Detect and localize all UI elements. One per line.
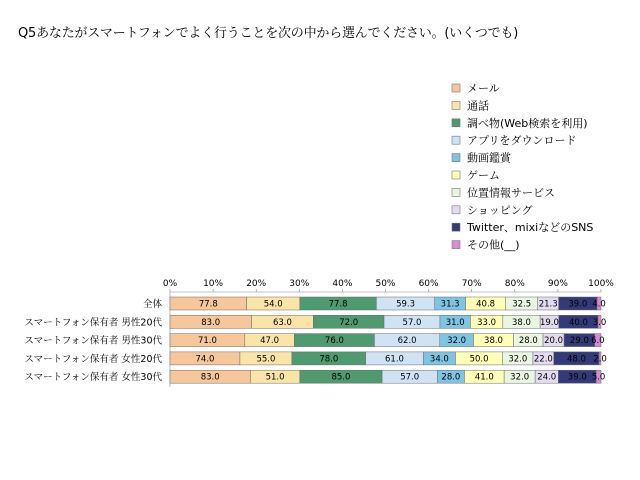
value-label-1-4: 31.0 xyxy=(445,317,465,328)
value-label-4-5: 41.0 xyxy=(474,372,494,383)
value-label-0-3: 59.3 xyxy=(396,299,416,310)
value-label-3-5: 50.0 xyxy=(469,354,489,365)
value-label-4-9: 5.0 xyxy=(591,372,606,383)
value-label-0-0: 77.8 xyxy=(198,299,218,310)
value-label-3-8: 48.0 xyxy=(566,354,586,365)
category-label-0: 全体 xyxy=(142,299,162,310)
value-label-2-6: 28.0 xyxy=(518,336,538,347)
value-label-2-7: 20.0 xyxy=(544,336,564,347)
value-label-1-1: 63.0 xyxy=(272,317,292,328)
value-label-3-9: 2.0 xyxy=(593,354,607,365)
legend-label-2: 調べ物(Web検索を利用) xyxy=(467,116,588,130)
value-label-2-9: 6.0 xyxy=(591,336,605,347)
x-tick-label-4: 40% xyxy=(332,279,353,289)
x-tick-label-5: 50% xyxy=(375,279,396,289)
x-tick-label-6: 60% xyxy=(418,279,439,289)
value-label-3-2: 78.0 xyxy=(319,354,339,365)
value-label-3-0: 74.0 xyxy=(195,354,215,365)
legend-swatch-0 xyxy=(452,84,460,92)
category-label-3: スマートフォン保有者 女性20代 xyxy=(24,353,162,365)
value-label-0-7: 21.3 xyxy=(538,299,558,310)
legend-swatch-6 xyxy=(452,188,460,196)
value-label-0-1: 54.0 xyxy=(263,299,283,310)
value-label-1-7: 19.0 xyxy=(539,317,559,328)
value-label-4-6: 32.0 xyxy=(510,372,530,383)
value-label-1-2: 72.0 xyxy=(339,317,359,328)
value-label-1-6: 38.0 xyxy=(512,317,531,328)
value-label-0-6: 32.5 xyxy=(512,299,532,310)
value-label-4-1: 51.0 xyxy=(265,372,285,383)
value-label-2-0: 71.0 xyxy=(197,336,217,347)
value-label-2-1: 47.0 xyxy=(260,336,280,347)
value-label-0-8: 39.0 xyxy=(568,299,588,310)
legend-label-6: 位置情報サービス xyxy=(467,186,555,200)
value-label-2-8: 29.0 xyxy=(569,336,589,347)
legend-label-5: ゲーム xyxy=(467,169,500,182)
value-label-3-3: 61.0 xyxy=(385,354,404,365)
value-label-2-5: 38.0 xyxy=(484,336,503,347)
legend-swatch-7 xyxy=(452,206,460,214)
legend-swatch-4 xyxy=(452,154,460,162)
category-label-4: スマートフォン保有者 女性30代 xyxy=(24,372,162,384)
value-label-0-5: 40.8 xyxy=(476,299,496,310)
value-label-4-8: 39.0 xyxy=(567,372,587,383)
value-label-1-5: 33.0 xyxy=(477,317,497,328)
value-label-1-8: 40.0 xyxy=(568,317,588,328)
value-label-4-4: 28.0 xyxy=(441,372,461,383)
category-labels xyxy=(24,298,162,383)
value-label-4-0: 83.0 xyxy=(200,372,220,383)
legend-swatch-3 xyxy=(452,136,460,144)
legend-label-4: 動画鑑賞 xyxy=(467,151,511,165)
legend-label-8: Twitter、mixiなどのSNS xyxy=(467,221,594,235)
value-label-3-4: 34.0 xyxy=(429,354,449,365)
x-tick-label-10: 100% xyxy=(588,279,614,289)
legend-label-7: ショッピング xyxy=(467,203,533,217)
value-label-3-1: 55.0 xyxy=(256,354,276,365)
legend-label-9: その他(__) xyxy=(467,238,520,252)
legend-swatch-5 xyxy=(452,171,460,179)
legend-swatch-1 xyxy=(452,101,460,109)
legend-label-1: 通話 xyxy=(467,99,489,113)
x-tick-label-1: 10% xyxy=(203,279,224,289)
value-label-0-2: 77.8 xyxy=(328,299,348,310)
x-tick-label-8: 80% xyxy=(504,279,525,289)
value-label-1-3: 57.0 xyxy=(402,317,422,328)
legend-swatch-2 xyxy=(452,119,460,127)
value-label-2-3: 62.0 xyxy=(397,336,417,347)
value-label-1-0: 83.0 xyxy=(201,317,221,328)
x-tick-label-9: 90% xyxy=(547,279,568,289)
value-label-4-3: 57.0 xyxy=(400,372,420,383)
x-tick-label-7: 70% xyxy=(461,279,482,289)
legend-label-3: アプリをダウンロード xyxy=(467,134,577,148)
value-label-0-9: 4.0 xyxy=(592,299,606,310)
value-label-3-7: 22.0 xyxy=(533,354,553,365)
category-label-1: スマートフォン保有者 男性20代 xyxy=(24,317,162,329)
category-label-2: スマートフォン保有者 男性30代 xyxy=(24,335,162,347)
legend xyxy=(452,82,593,252)
legend-label-0: メール xyxy=(467,82,500,95)
value-label-2-4: 32.0 xyxy=(447,336,467,347)
value-label-2-2: 76.0 xyxy=(324,336,344,347)
value-label-1-9: 3.0 xyxy=(592,317,607,328)
value-label-4-2: 85.0 xyxy=(331,372,351,383)
x-tick-label-2: 20% xyxy=(246,279,267,289)
x-tick-label-3: 30% xyxy=(289,279,310,289)
chart-title: Q5あなたがスマートフォンでよく行うことを次の中から選んでください。(いくつでも) xyxy=(18,26,519,41)
legend-swatch-9 xyxy=(452,241,460,249)
value-label-4-7: 24.0 xyxy=(537,372,557,383)
value-label-3-6: 32.0 xyxy=(508,354,528,365)
x-tick-label-0: 0% xyxy=(162,279,178,289)
value-label-0-4: 31.3 xyxy=(440,299,460,310)
legend-swatch-8 xyxy=(452,223,460,231)
